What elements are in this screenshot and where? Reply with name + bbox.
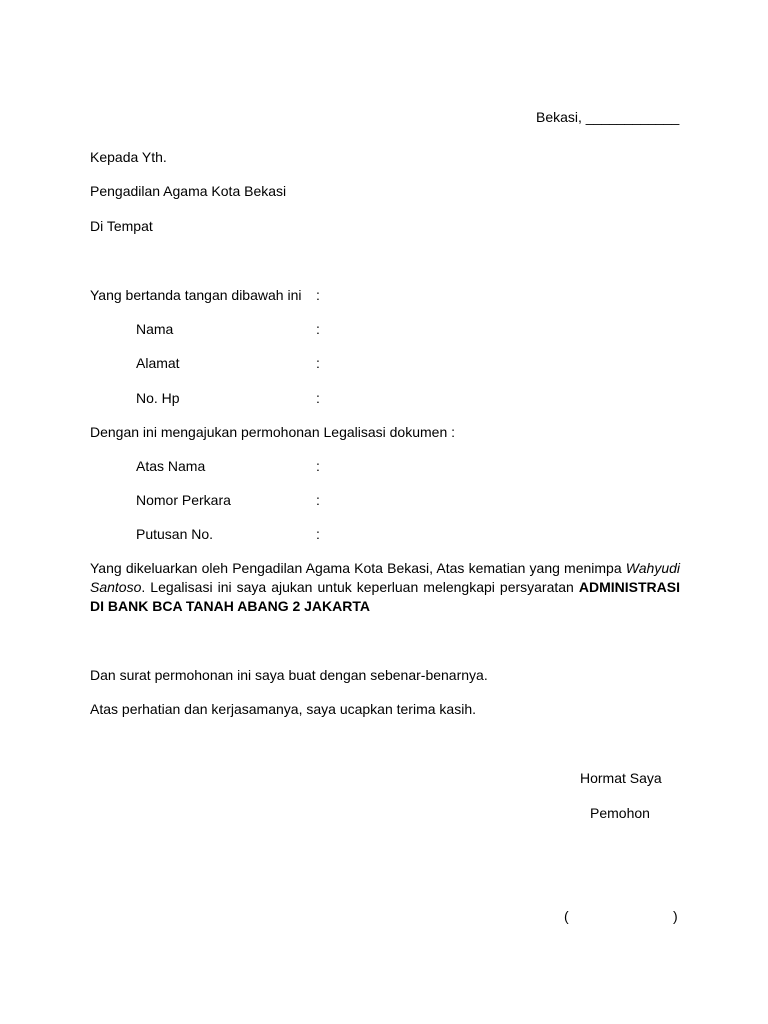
signature-close-paren: ): [673, 908, 678, 924]
field-colon: :: [316, 492, 320, 508]
signer-intro-colon: :: [316, 287, 320, 303]
field-label-nomor-perkara: Nomor Perkara: [136, 492, 231, 508]
thanks-text: Atas perhatian dan kerjasamanya, saya ucapkan terima kasih.: [90, 701, 476, 717]
field-label-nama: Nama: [136, 321, 174, 337]
signature-open-paren: (: [564, 908, 569, 924]
signer-intro: Yang bertanda tangan dibawah ini: [90, 287, 302, 303]
body-text-part2: . Legalisasi ini saya ajukan untuk keperluan melengkapi persyaratan: [141, 579, 579, 595]
field-colon: :: [316, 458, 320, 474]
field-colon: :: [316, 355, 320, 371]
purpose-text: ADMINISTRASI DI BANK BCA TANAH ABANG 2 JAKARTA: [90, 579, 680, 614]
field-colon: :: [316, 390, 320, 406]
field-label-atas-nama: Atas Nama: [136, 458, 206, 474]
field-label-putusan-no: Putusan No.: [136, 526, 214, 542]
statement-text: Dan surat permohonan ini saya buat dengan sebenar-benarnya.: [90, 667, 488, 683]
recipient-name: Pengadilan Agama Kota Bekasi: [90, 183, 287, 199]
deceased-name: Wahyudi Santoso: [90, 560, 680, 595]
closing-role: Pemohon: [590, 805, 650, 821]
recipient-salutation: Kepada Yth.: [90, 149, 167, 165]
closing-regards: Hormat Saya: [580, 770, 662, 786]
recipient-location: Di Tempat: [90, 218, 153, 234]
field-colon: :: [316, 526, 320, 542]
field-label-no-hp: No. Hp: [136, 390, 180, 406]
field-label-alamat: Alamat: [136, 355, 180, 371]
field-colon: :: [316, 321, 320, 337]
request-intro: Dengan ini mengajukan permohonan Legalisasi dokumen :: [90, 424, 456, 440]
body-text-part1: Yang dikeluarkan oleh Pengadilan Agama Kota Bekasi, Atas kematian yang menimpa: [90, 560, 626, 576]
place-date: Bekasi, ____________: [536, 109, 680, 125]
body-paragraph: [90, 559, 680, 616]
